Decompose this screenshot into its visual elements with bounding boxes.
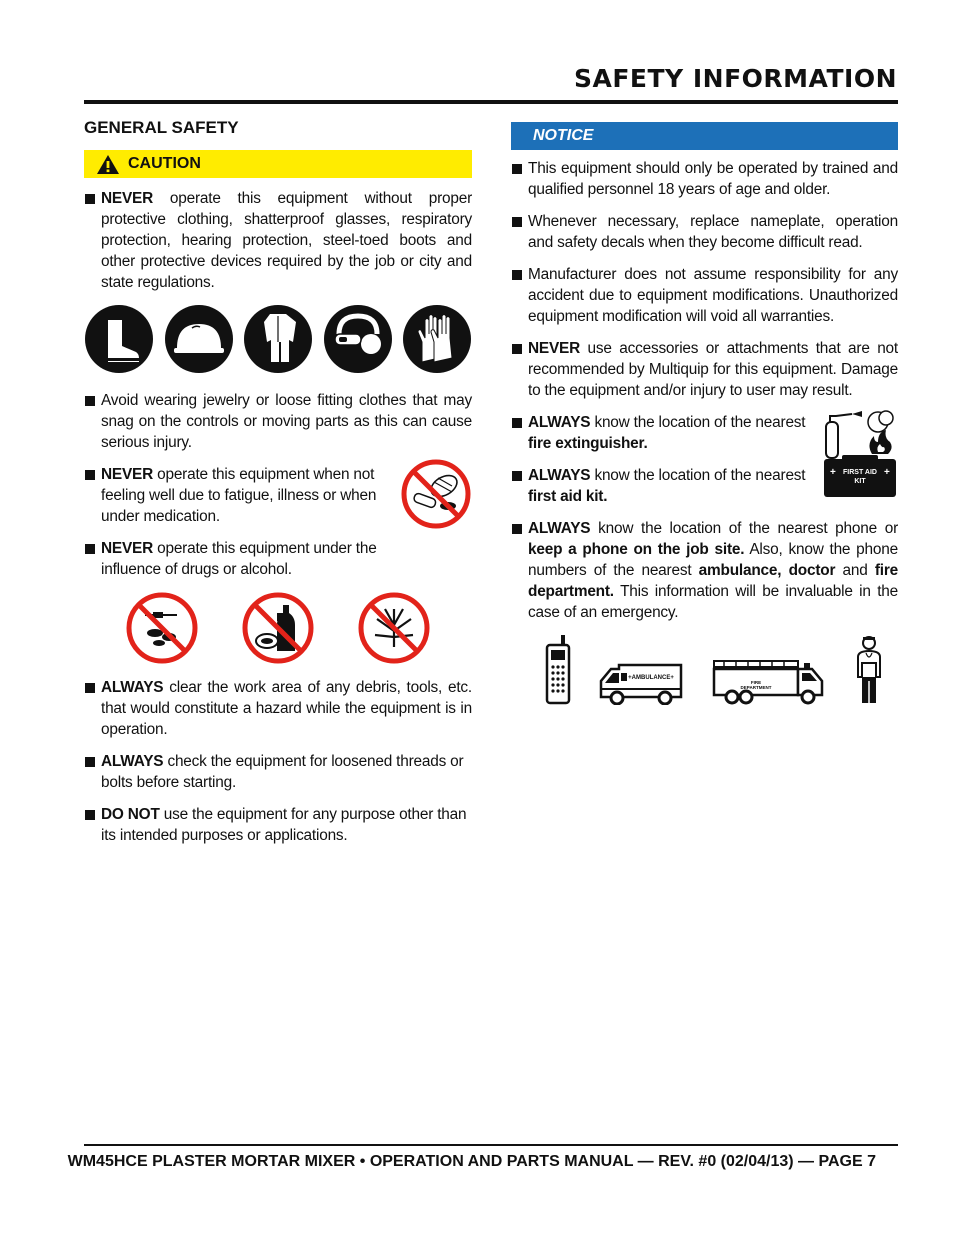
bullet-square-icon	[512, 524, 522, 534]
bullet-text: clear the work area of any debris, tools, etc. that would constitute a hazard while the equipment is in operation.	[101, 679, 472, 738]
notice-label: NOTICE	[533, 127, 594, 144]
ppe-icon-row	[84, 304, 472, 374]
section-heading: GENERAL SAFETY	[84, 118, 239, 137]
bullet-text: operate this equipment when not feeling well due to fatigue, illness or when under medication.	[101, 466, 377, 525]
notice-column	[511, 122, 898, 705]
bullet-text: use the equipment for any purpose other than its intended purposes or applications.	[101, 806, 467, 844]
list-item	[84, 677, 472, 740]
emphasis: ALWAYS	[528, 520, 591, 537]
doctor-icon	[854, 635, 884, 705]
bullet-square-icon	[512, 344, 522, 354]
bullet-text: Also, know the phone numbers of the nearest	[528, 541, 898, 579]
prohibition-icon-row	[84, 591, 472, 665]
footer-divider	[84, 1144, 898, 1146]
list-item	[84, 390, 472, 453]
emphasis: ALWAYS	[528, 414, 591, 431]
warning-triangle-icon	[96, 154, 120, 175]
svg-text:DEPARTMENT: DEPARTMENT	[740, 685, 772, 690]
fire-extinguisher-icon	[822, 408, 898, 460]
bullet-text: Manufacturer does not assume responsibility for any accident due to equipment modifications. Unauthorized equipment modification will void all warranties.	[528, 266, 898, 325]
emphasis: NEVER	[101, 190, 154, 207]
caution-label: CAUTION	[128, 155, 201, 172]
fire-truck-icon	[712, 657, 826, 705]
list-item	[84, 804, 472, 846]
gloves-icon	[402, 304, 472, 374]
emphasis: NEVER	[528, 340, 581, 357]
bullet-square-icon	[85, 194, 95, 204]
emphasis: fire extinguisher.	[528, 435, 648, 452]
bullet-square-icon	[85, 757, 95, 767]
bullet-text: operate this equipment under the influence of drugs or alcohol.	[101, 540, 377, 578]
bullet-square-icon	[85, 470, 95, 480]
emphasis: NEVER	[101, 466, 154, 483]
emphasis: DO NOT	[101, 806, 160, 823]
svg-text:+: +	[884, 467, 890, 478]
page-footer: WM45HCE PLASTER MORTAR MIXER • OPERATION AND PARTS MANUAL — REV. #0 (02/04/13) — PAGE 7	[67, 1153, 876, 1170]
list-item-with-image	[84, 464, 472, 538]
bullet-text: know the location of the nearest	[590, 414, 806, 431]
bullet-square-icon	[85, 683, 95, 693]
bullet-square-icon	[85, 544, 95, 554]
list-item	[84, 538, 389, 580]
list-item	[511, 465, 812, 507]
emergency-contacts-row	[511, 635, 898, 705]
bullet-square-icon	[512, 164, 522, 174]
emphasis: keep a phone on the job site.	[528, 541, 745, 558]
bullet-text: This equipment should only be operated by trained and qualified personnel 18 years of age and older.	[528, 160, 898, 198]
fire-dept-label: FIRE	[750, 680, 761, 685]
bullet-text: and	[835, 562, 875, 579]
list-item	[84, 188, 472, 293]
bullet-text: know the location of the nearest phone or	[590, 520, 898, 537]
list-item	[511, 338, 898, 401]
no-alcohol-icon	[241, 591, 315, 665]
list-item	[84, 751, 472, 793]
hard-hat-icon	[164, 304, 234, 374]
goggles-earmuff-icon	[323, 304, 393, 374]
no-marijuana-icon	[357, 591, 431, 665]
list-item	[511, 518, 898, 623]
svg-text:+: +	[830, 467, 836, 478]
first-aid-label: FIRST AID	[843, 469, 877, 476]
list-item	[511, 412, 812, 454]
svg-text:KIT: KIT	[854, 478, 866, 485]
first-aid-kit-icon	[822, 455, 898, 499]
mobile-phone-icon	[545, 635, 571, 705]
no-drugs-icon	[125, 591, 199, 665]
page-title: SAFETY INFORMATION	[574, 64, 897, 93]
boot-icon	[84, 304, 154, 374]
general-safety-column	[84, 118, 472, 857]
no-medication-icon	[400, 458, 472, 530]
bullet-square-icon	[512, 418, 522, 428]
ambulance-icon	[599, 661, 683, 705]
list-item	[511, 211, 898, 253]
list-item	[84, 464, 386, 527]
bullet-text: check the equipment for loosened threads or bolts before starting.	[101, 753, 464, 791]
bullet-square-icon	[512, 270, 522, 280]
notice-banner	[511, 122, 898, 150]
bullet-square-icon	[512, 217, 522, 227]
list-item	[511, 158, 898, 200]
bullet-square-icon	[85, 396, 95, 406]
bullet-text: This information will be invaluable in the case of an emergency.	[528, 583, 898, 621]
bullet-square-icon	[85, 810, 95, 820]
emphasis: fire department.	[528, 562, 899, 600]
bullet-text: Whenever necessary, replace nameplate, operation and safety decals when they become difficult read.	[528, 213, 898, 251]
emphasis: ALWAYS	[528, 467, 591, 484]
caution-banner	[84, 150, 472, 178]
bullet-text: operate this equipment without proper protective clothing, shatterproof glasses, respiratory protection, hearing protection, steel-toed boots and other protective devices required by the job or city and state regulations.	[101, 190, 472, 291]
emphasis: NEVER	[101, 540, 154, 557]
coverall-icon	[243, 304, 313, 374]
ambulance-label: +AMBULANCE+	[628, 675, 675, 681]
bullet-square-icon	[512, 471, 522, 481]
bullet-text: use accessories or attachments that are not recommended by Multiquip for this equipment. Damage to the equipment and/or injury to user may result.	[528, 340, 898, 399]
emphasis: ALWAYS	[101, 753, 164, 770]
bullet-text: Avoid wearing jewelry or loose fitting clothes that may snag on the controls or moving parts as this can cause serious injury.	[101, 392, 472, 451]
title-divider	[84, 100, 898, 104]
list-item-with-image	[511, 465, 898, 518]
list-item	[511, 264, 898, 327]
bullet-text: know the location of the nearest	[590, 467, 806, 484]
emphasis: ambulance, doctor	[698, 562, 836, 579]
emphasis: first aid kit.	[528, 488, 608, 505]
emphasis: ALWAYS	[101, 679, 164, 696]
